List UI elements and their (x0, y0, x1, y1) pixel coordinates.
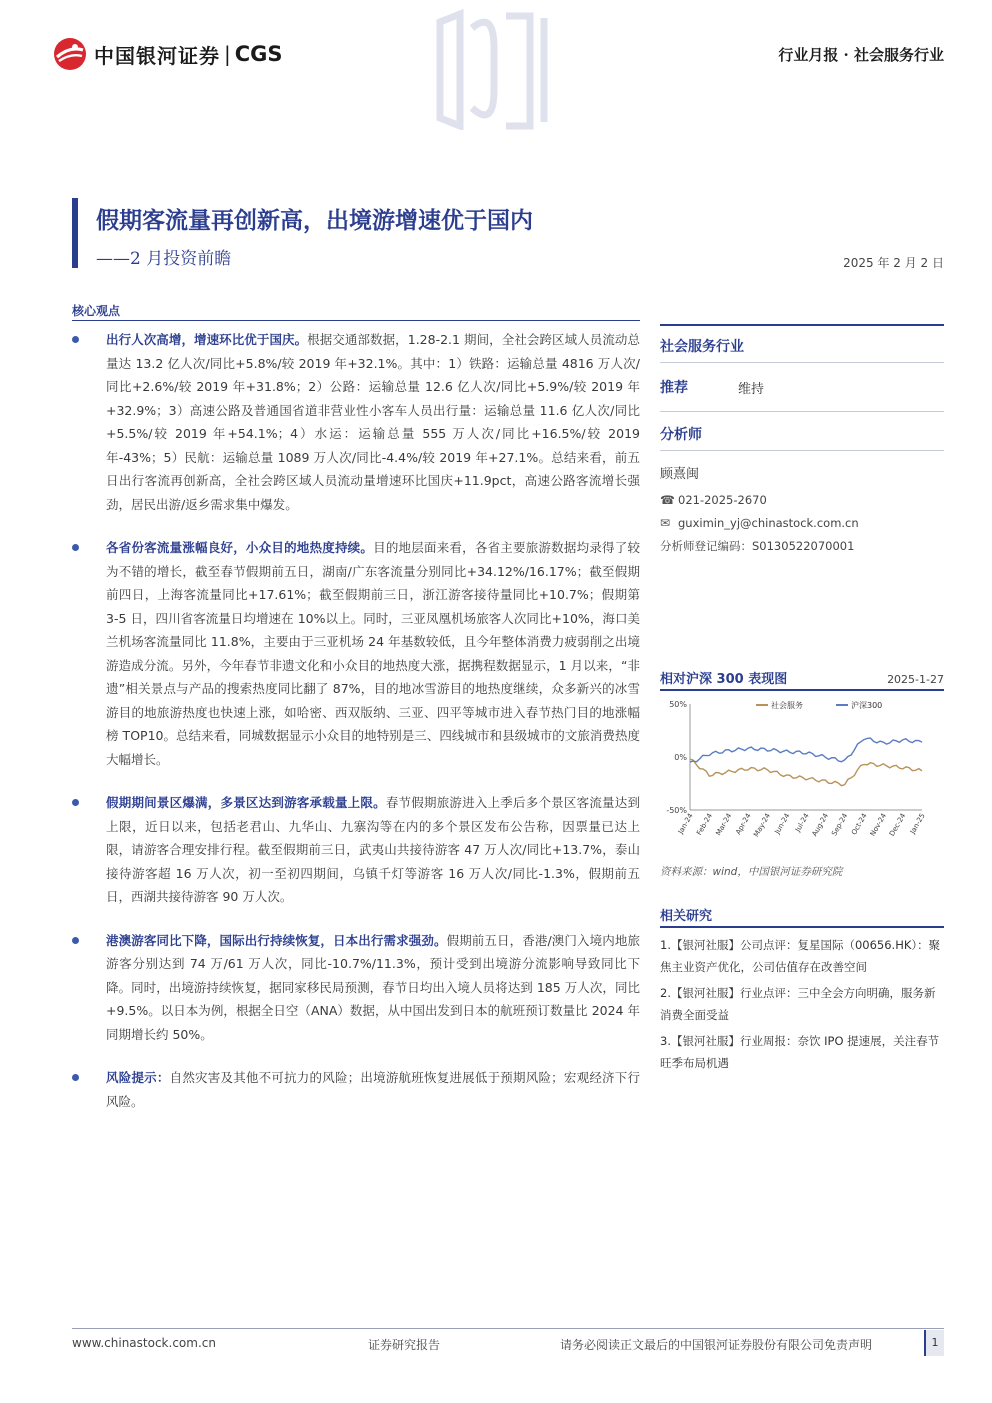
point-heading: 港澳游客同比下降，国际出行持续恢复，日本出行需求强劲。 (106, 932, 447, 948)
analyst-heading: 分析师 (660, 427, 702, 443)
relative-performance-chart (660, 692, 944, 858)
bullet-icon (72, 1074, 79, 1081)
footer-divider (72, 1328, 944, 1329)
cgs-watermark-icon (432, 8, 558, 130)
bullet-icon (72, 799, 79, 806)
page-header (0, 0, 992, 150)
chart-x-tick-label: Mar-24 (714, 812, 734, 837)
chart-title: 相对沪深 300 表现图 (660, 672, 788, 687)
brand-name-cn: 中国银河证券 (94, 43, 220, 68)
report-type-label: 行业月报 · 社会服务行业 (778, 46, 944, 64)
chart-x-tick-label: Sep-24 (830, 812, 850, 838)
point-body: 根据交通部数据，1.28-2.1 期间，全社会跨区域人员流动总量达 13.2 亿人次/同比+5.8%/较 2019 年+32.1%。其中：1）铁路：运输总量 4816 万人次/同比+2.6%/较 2019 年+31.8%；2）公路：运输总量 12.6 亿人次/同比+5.9%/较 2019 年+32.9%；3）高速公路及普通国省道非营业性小客车人员出行量：运输总量 11.6 亿人次/同比+5.5%/较 2019 年+54.1%；4）水运：运输总量 555 万人次/同比+16.5%/较 2019 年-43%；5）民航：运输总量 1089 万人次/同比-4.4%/较 2019 年+27.1%。总结来看，前五日出行客流再创新高，全社会跨区域人员流动量增速环比国庆+11.9pct，高速公路客流增长强劲，居民出游/返乡需求集中爆发。 (106, 332, 640, 512)
related-research-list (660, 934, 944, 1078)
galaxy-logo-icon (52, 36, 88, 72)
sidebar (660, 324, 944, 557)
chart-y-tick-label: -50% (666, 806, 687, 815)
analyst-email[interactable]: guximin_yj@chinastock.com.cn (678, 515, 859, 530)
chart-series-line (690, 738, 922, 762)
rating-label: 推荐 (660, 380, 688, 396)
page-subtitle: ——2 月投资前瞻 (96, 249, 232, 269)
core-point (72, 1066, 640, 1113)
chart-x-tick-label: Nov-24 (868, 812, 889, 838)
chart-x-tick-label: Apr-24 (734, 812, 753, 837)
analyst-registration-row (660, 534, 944, 557)
analyst-phone: 021-2025-2670 (678, 492, 767, 507)
core-point (72, 791, 640, 909)
mail-icon: ✉ (660, 515, 671, 530)
brand-name-en: CGS (234, 42, 283, 66)
bullet-icon (72, 544, 79, 551)
core-point (72, 536, 640, 771)
chart-x-tick-label: Dec-24 (887, 812, 908, 838)
title-accent-bar (72, 198, 78, 268)
point-heading: 出行人次高增，增速环比优于国庆。 (106, 332, 308, 347)
chart-date: 2025-1-27 (887, 673, 944, 686)
core-point (72, 328, 640, 516)
footer-website-link[interactable]: www.chinastock.com.cn (72, 1336, 216, 1350)
rating-row (660, 363, 944, 411)
brand-logo (52, 36, 283, 72)
point-body: 自然灾害及其他不可抗力的风险；出境游航班恢复进展低于预期风险；宏观经济下行风险。 (106, 1070, 640, 1109)
chart-x-tick-label: Jun-24 (773, 812, 792, 836)
rating-value: 维持 (738, 381, 765, 397)
footer-disclaimer: 请务必阅读正文最后的中国银河证券股份有限公司免责声明 (560, 1338, 873, 1352)
chart-x-tick-label: May-24 (752, 812, 773, 839)
chart-source: 资料来源：wind，中国银河证券研究院 (660, 866, 843, 878)
analyst-email-row (660, 511, 944, 534)
brand-divider: | (224, 42, 231, 66)
related-research-item[interactable]: 1.【银河社服】公司点评：复星国际（00656.HK）：聚焦主业资产优化，公司估值存在改善空间 (660, 938, 941, 974)
core-points-list (72, 328, 640, 1133)
point-heading: 风险提示： (106, 1070, 170, 1085)
bullet-icon (72, 336, 79, 343)
page-title: 假期客流量再创新高，出境游增速优于国内 (96, 207, 533, 234)
point-body: 假期前五日，香港/澳门入境内地旅游客分别达到 74 万/61 万人次，同比-10.7%/11.3%，预计受到出境游分流影响导致同比下降。同时，出境游持续恢复，据同家移民局预测，春节日均出入境人员将达到 185 万人次，同比+9.5%。以日本为例，根据全日空（ANA）数据，从中国出发到日本的航班预订数量比 2024 年同期增长约 50%。 (106, 932, 640, 1042)
analyst-registration: 分析师登记编码：S0130522070001 (660, 538, 855, 553)
chart-x-tick-label: Jan-25 (908, 812, 927, 836)
analyst-name: 顾熹闽 (660, 467, 700, 482)
chart-x-tick-label: Jan-24 (676, 812, 695, 836)
phone-icon: ☎ (660, 492, 675, 507)
report-date: 2025 年 2 月 2 日 (843, 256, 944, 270)
page-number: 1 (924, 1330, 944, 1356)
chart-y-tick-label: 50% (669, 700, 687, 709)
chart-y-tick-label: 0% (674, 753, 687, 762)
chart-x-tick-label: Oct-24 (850, 812, 869, 837)
point-heading: 假期期间景区爆满，多景区达到游客承载量上限。 (106, 795, 386, 810)
chart-legend-label: 沪深300 (851, 701, 883, 710)
point-heading: 各省份客流量涨幅良好，小众目的地热度持续。 (106, 540, 374, 555)
chart-series-line (690, 759, 922, 786)
point-body: 春节假期旅游进入上季后多个景区客流量达到上限，近日以来，包括老君山、九华山、九寨沟等在内的多个景区发布公告称，因票量已达上限，请游客合理安排行程。截至假期前三日，武夷山共接待游客 47 万人次/同比+13.7%，泰山接待游客超 16 万人次，初一至初四期间，乌镇千灯等游客 16 万人次/同比-1.3%，假期前五日，西湖共接待游客 90 万人次。 (106, 795, 640, 904)
chart-legend-label: 社会服务 (771, 701, 803, 710)
divider (660, 689, 944, 691)
bullet-icon (72, 937, 79, 944)
footer-report-label: 证券研究报告 (368, 1338, 441, 1352)
analyst-phone-row (660, 488, 944, 511)
chart-x-tick-label: Feb-24 (695, 812, 715, 837)
chart-header (660, 668, 944, 687)
related-research-item[interactable]: 2.【银河社服】行业点评：三中全会方向明确，服务新消费全面受益 (660, 986, 936, 1022)
chart-x-tick-label: Jul-24 (793, 812, 811, 834)
divider (72, 320, 640, 321)
core-point (72, 929, 640, 1047)
related-research-heading: 相关研究 (660, 909, 713, 924)
core-views-heading: 核心观点 (72, 304, 121, 318)
related-research-item[interactable]: 3.【银河社服】行业周报：奈饮 IPO 提速展，关注春节旺季布局机遇 (660, 1034, 940, 1070)
chart-x-tick-label: Aug-24 (810, 812, 831, 838)
divider (660, 926, 944, 928)
industry-name: 社会服务行业 (660, 339, 744, 355)
point-body: 目的地层面来看，各省主要旅游数据均录得了较为不错的增长，截至春节假期前五日，湖南/广东客流量分别同比+34.12%/16.17%；截至假期前四日，上海客流量同比+17.61%；截至假期前三日，浙江游客接待量同比+10.7%；假期第 3-5 日，四川省客流量日均增速在 10%以上。同时，三亚凤凰机场旅客人次同比+10%，海口美兰机场客流量同比 11.8%，主要由于三亚机场 24 年基数较低，且今年整体消费力疲弱削之出境游造成分流。另外，今年春节非遗文化和小众目的地热度大涨，据携程数据显示，1 月以来，“非遗”相关景点与产品的搜索热度同比翻了 87%，目的地冰雪游目的地热度继续，众多新兴的冰雪游目的地旅游热度也快速上涨，如哈密、西双版纳、三亚、四平等城市进入春节热门目的地涨幅榜 TOP10。总结来看，同城数据显示小众目的地特别是三、四线城市和县级城市的文旅消费热度大幅增长。 (106, 540, 640, 767)
